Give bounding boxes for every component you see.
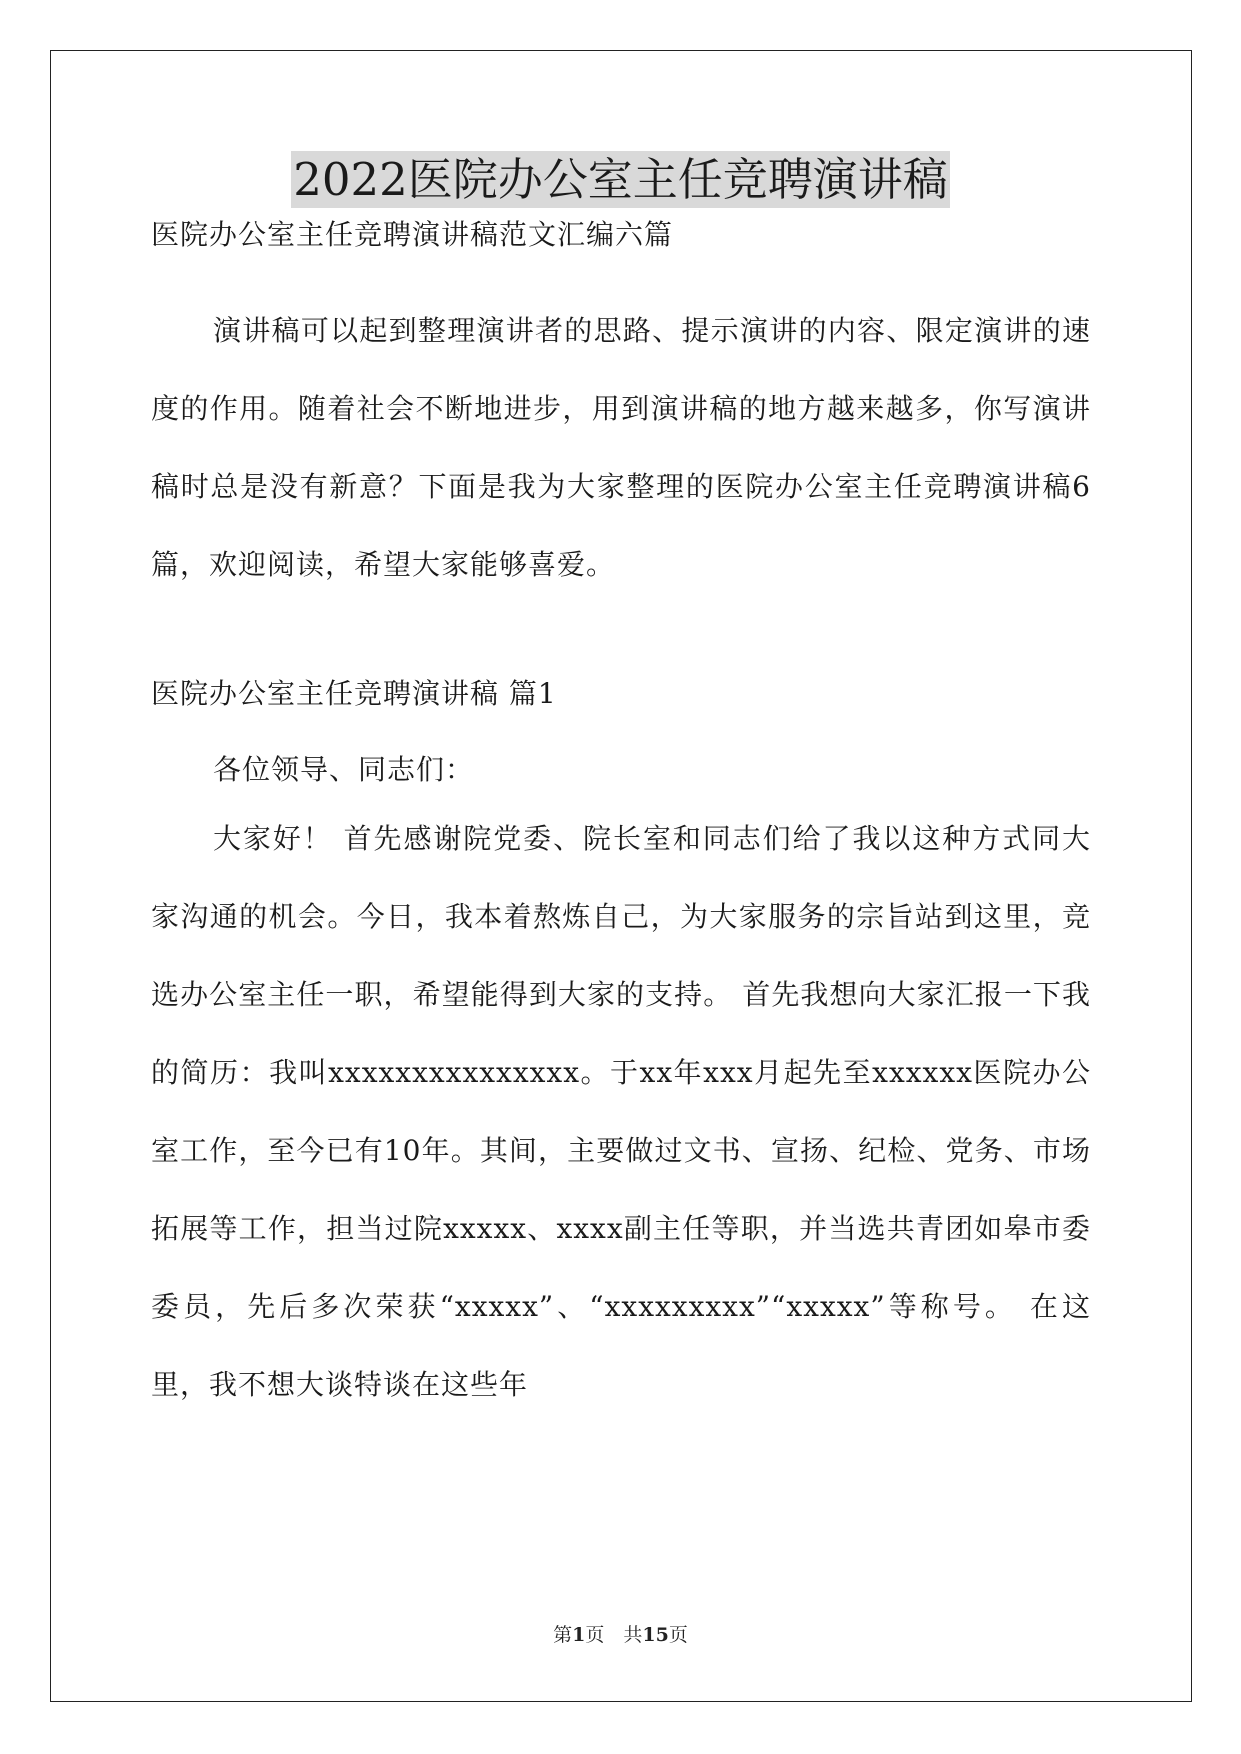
document-subtitle: 医院办公室主任竞聘演讲稿范文汇编六篇 <box>151 218 674 251</box>
greeting-line: 各位领导、同志们： <box>213 753 475 786</box>
intro-paragraph: 演讲稿可以起到整理演讲者的思路、提示演讲的内容、限定演讲的速度的作用。随着社会不断地进步，用到演讲稿的地方越来越多，你写演讲稿时总是没有新意？下面是我为大家整理的医院办公室主任竞聘演讲稿6篇，欢迎阅读，希望大家能够喜爱。 <box>151 314 1091 581</box>
footer-mid: 页 共 <box>585 1624 643 1646</box>
body-paragraph: 大家好！ 首先感谢院党委、院长室和同志们给了我以这种方式同大家沟通的机会。今日，我本着熬炼自己，为大家服务的宗旨站到这里，竞选办公室主任一职，希望能得到大家的支持。 首先我想向大家汇报一下我的简历：我叫xxxxxxxxxxxxxxx。于xx年xxx月起先至xxxxxx医院办公室工作，至今已有10年。其间，主要做过文书、宣扬、纪检、党务、市场拓展等工作，担当过院xxxxx、xxxx副主任等职，并当选共青团如皋市委委员，先后多次荣获“xxxxx”、“xxxxxxxxx”“xxxxx”等称号。 在这里，我不想大谈特谈在这些年 <box>151 822 1091 1401</box>
page-footer <box>0 1620 1241 1647</box>
footer-page-total: 15 <box>642 1624 669 1646</box>
footer-page-current: 1 <box>572 1624 586 1646</box>
footer-suffix: 页 <box>668 1624 688 1646</box>
document-title <box>0 148 1241 212</box>
section-heading: 医院办公室主任竞聘演讲稿 篇1 <box>151 677 557 710</box>
document-title-text: 2022医院办公室主任竞聘演讲稿 <box>293 153 948 206</box>
footer-prefix: 第 <box>553 1624 573 1646</box>
